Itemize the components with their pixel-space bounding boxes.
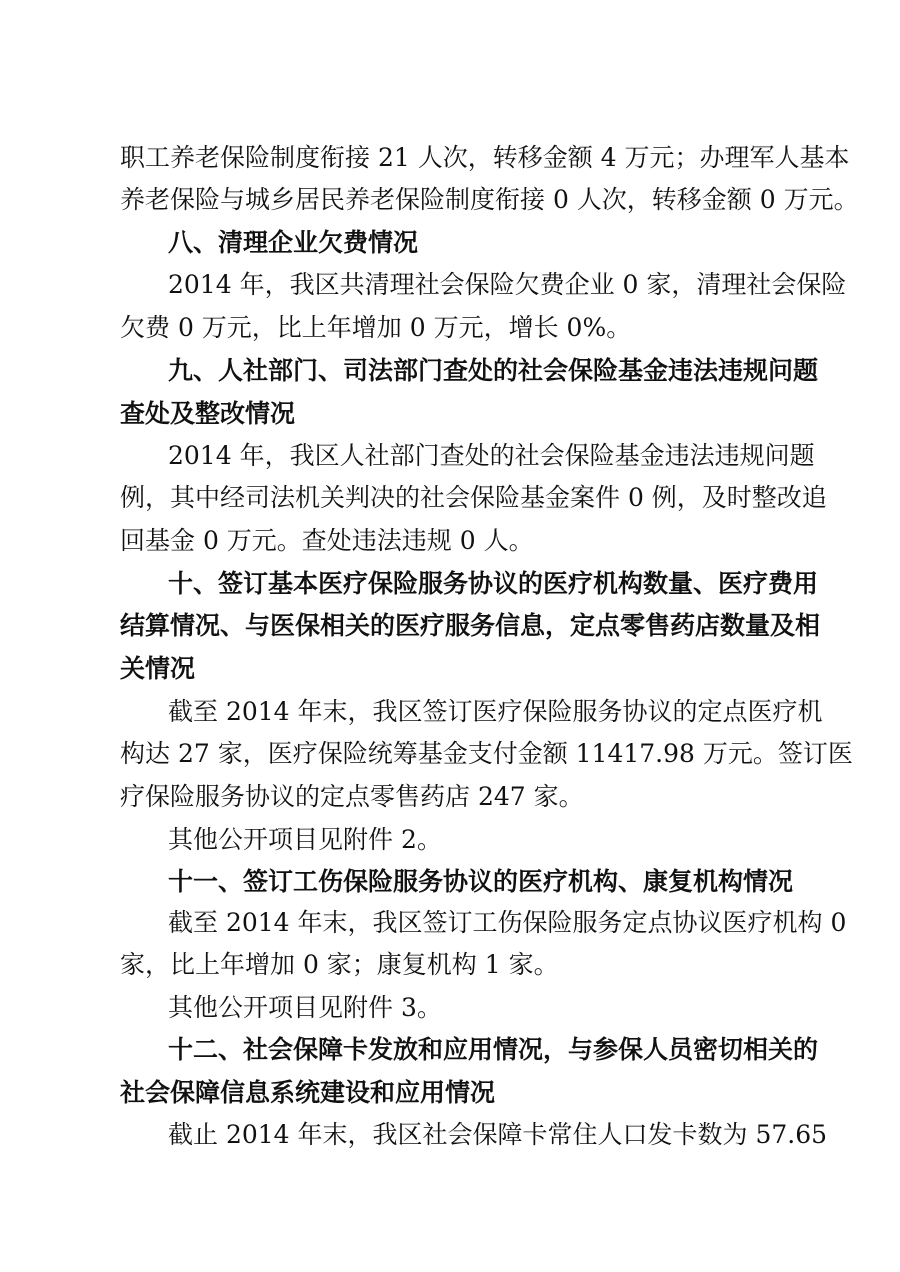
body-text-line: 养老保险与城乡居民养老保险制度衔接 0 人次，转移金额 0 万元。 bbox=[120, 185, 859, 214]
body-text-line: 回基金 0 万元。查处违法违规 0 人。 bbox=[120, 526, 534, 555]
body-text-line: 疗保险服务协议的定点零售药店 247 家。 bbox=[120, 782, 584, 811]
body-text-line: 家，比上年增加 0 家；康复机构 1 家。 bbox=[120, 950, 559, 979]
body-text-line: 截至 2014 年末，我区签订医疗保险服务协议的定点医疗机 bbox=[168, 697, 823, 726]
body-text-line: 其他公开项目见附件 2。 bbox=[168, 825, 442, 854]
body-text-line: 其他公开项目见附件 3。 bbox=[168, 993, 442, 1022]
body-text-line: 职工养老保险制度衔接 21 人次，转移金额 4 万元；办理军人基本 bbox=[120, 143, 850, 172]
body-text-line: 欠费 0 万元，比上年增加 0 万元，增长 0%。 bbox=[120, 313, 632, 342]
body-text-line: 例，其中经司法机关判决的社会保险基金案件 0 例，及时整改追 bbox=[120, 483, 827, 512]
body-text-line: 2014 年，我区人社部门查处的社会保险基金违法违规问题 bbox=[168, 441, 815, 470]
section-heading: 社会保障信息系统建设和应用情况 bbox=[120, 1078, 496, 1107]
section-heading: 十二、社会保障卡发放和应用情况，与参保人员密切相关的 bbox=[168, 1035, 819, 1064]
body-text-line: 截止 2014 年末，我区社会保障卡常住人口发卡数为 57.65 bbox=[168, 1120, 828, 1149]
body-text-line: 截至 2014 年末，我区签订工伤保险服务定点协议医疗机构 0 bbox=[168, 908, 847, 937]
section-heading: 关情况 bbox=[120, 654, 196, 683]
section-heading: 查处及整改情况 bbox=[120, 399, 296, 428]
section-heading: 结算情况、与医保相关的医疗服务信息，定点零售药店数量及相 bbox=[120, 611, 821, 640]
body-text-line: 2014 年，我区共清理社会保险欠费企业 0 家，清理社会保险 bbox=[168, 270, 847, 299]
section-heading: 八、清理企业欠费情况 bbox=[168, 228, 419, 257]
section-heading: 十一、签订工伤保险服务协议的医疗机构、康复机构情况 bbox=[168, 867, 794, 896]
section-heading: 十、签订基本医疗保险服务协议的医疗机构数量、医疗费用 bbox=[168, 569, 819, 598]
section-heading: 九、人社部门、司法部门查处的社会保险基金违法违规问题 bbox=[168, 356, 819, 385]
body-text-line: 构达 27 家，医疗保险统筹基金支付金额 11417.98 万元。签订医 bbox=[120, 739, 853, 768]
